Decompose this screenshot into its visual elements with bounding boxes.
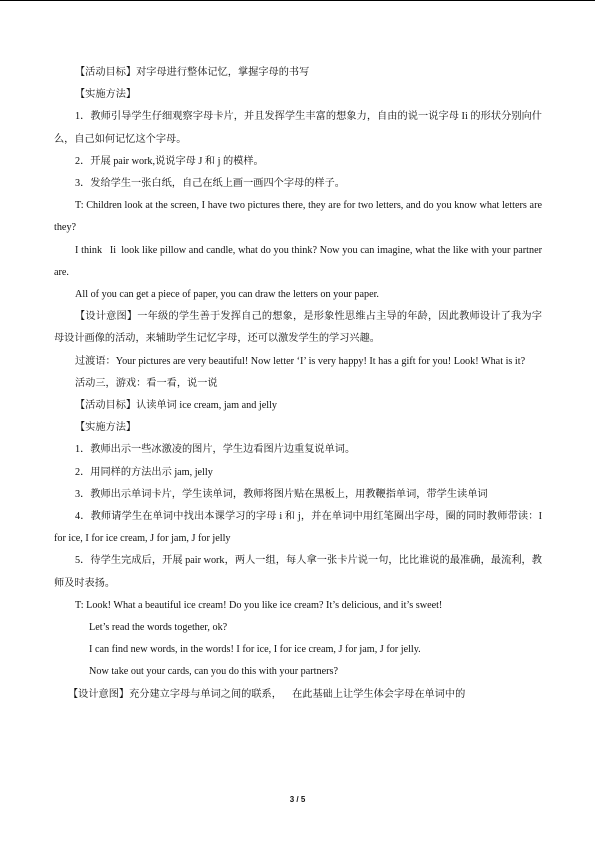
method-heading: 【实施方法】 <box>75 422 137 434</box>
method-step-5: 5．待学生完成后，开展 pair work，两人一组，每人拿一张卡片说一句，比比谁说的最准确，最流利，教师及时表扬。 <box>54 555 542 589</box>
activity-goal-heading: 【活动目标】对字母进行整体记忆，掌握字母的书写 <box>75 67 310 78</box>
method-step-4: 4．教师请学生在单词中找出本课学习的字母 i 和 j，并在单词中用红笔圈出字母，圈的同时教师带读：I for ice, I for ice cream, J for jam, J for jelly <box>54 511 542 545</box>
design-intent-paragraph: 【设计意图】一年级的学生善于发挥自己的想象，是形象性思维占主导的年龄，因此教师设计了我为字母设计画像的活动，来辅助学生记忆字母，还可以激发学生的学习兴趣。 <box>54 311 542 345</box>
teacher-dialogue: All of you can get a piece of paper, you can draw the letters on your paper. <box>75 289 379 301</box>
activity-three-heading: 活动三，游戏：看一看，说一说 <box>75 377 218 389</box>
method-step-2: 2．开展 pair work,说说字母 J 和 j 的模样。 <box>75 155 264 167</box>
teacher-dialogue: T: Children look at the screen, I have two pictures there, they are for two letters, and do you know what letters are they? <box>54 200 542 234</box>
teacher-dialogue: Let’s read the words together, ok? <box>89 622 228 634</box>
document-body <box>54 62 542 706</box>
teacher-dialogue: Now take out your cards, can you do this with your partners? <box>89 666 338 678</box>
transition-paragraph: 过渡语：Your pictures are very beautiful! Now letter ‘I’ is very happy! It has a gift for you! Look! What is it? <box>75 355 526 367</box>
teacher-dialogue: T: Look! What a beautiful ice cream! Do you like ice cream? It’s delicious, and it’s sweet! <box>75 599 443 611</box>
method-step-1: 1．教师引导学生仔细观察字母卡片，并且发挥学生丰富的想象力，自由的说一说字母 Ii 的形状分别向什么，自己如何记忆这个字母。 <box>54 111 542 145</box>
method-step-2: 2．用同样的方法出示 jam, jelly <box>75 466 213 478</box>
teacher-dialogue: I can find new words, in the words! I for ice, I for ice cream, J for jam, J for jelly. <box>89 644 421 656</box>
method-step-3: 3．教师出示单词卡片，学生读单词，教师将图片贴在黑板上，用教鞭指单词，带学生读单词 <box>75 488 488 500</box>
header-rule <box>0 0 595 1</box>
teacher-dialogue: I think Ii look like pillow and candle, what do you think? Now you can imagine, what the like with your partner are. <box>54 244 542 278</box>
method-step-1: 1．教师出示一些冰激凌的图片，学生边看图片边重复说单词。 <box>75 444 356 456</box>
activity-goal-heading: 【活动目标】认读单词 ice cream, jam and jelly <box>75 400 278 412</box>
design-intent-paragraph: 【设计意图】充分建立字母与单词之间的联系， 在此基础上让学生体会字母在单词中的 <box>68 688 466 700</box>
method-step-3: 3．发给学生一张白纸，自己在纸上画一画四个字母的样子。 <box>75 178 345 190</box>
method-heading: 【实施方法】 <box>75 89 137 101</box>
page-number: 3 / 5 <box>289 795 306 804</box>
